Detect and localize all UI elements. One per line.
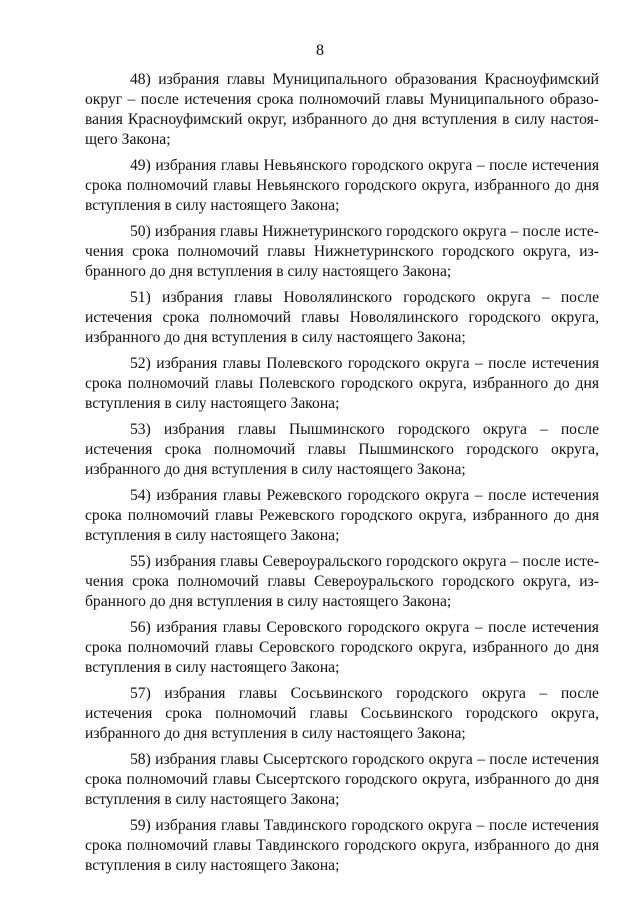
item-text: избрания главы Серовского городского округа – после истечения срока полномочий главы Серовского городского округа, избранного до дня вступления в силу настоящего Закона; xyxy=(85,619,599,676)
list-item xyxy=(85,552,599,612)
list-item xyxy=(85,156,599,216)
list-item xyxy=(85,222,599,282)
list-item xyxy=(85,420,599,480)
item-text: избрания главы Полевского городского округа – после истечения срока полномочий главы Полевского городского округа, избранного до дня вступления в силу настоящего Закона; xyxy=(85,355,599,412)
item-number: 53) xyxy=(130,421,151,438)
document-body xyxy=(85,70,599,882)
item-number: 52) xyxy=(130,355,151,372)
item-text: избрания главы Нижнетуринского городского округа – после истечения срока полномочий главы Нижнетуринского городского округа, избранного до дня вступления в силу настоящего Закона; xyxy=(85,223,599,280)
item-number: 50) xyxy=(130,223,151,240)
item-number: 51) xyxy=(130,289,151,306)
list-item xyxy=(85,354,599,414)
item-number: 56) xyxy=(130,619,151,636)
list-item xyxy=(85,684,599,744)
item-text: избрания главы Режевского городского округа – после истечения срока полномочий главы Режевского городского округа, избранного до дня вступления в силу настоящего Закона; xyxy=(85,487,599,544)
list-item xyxy=(85,486,599,546)
item-number: 49) xyxy=(130,157,151,174)
item-number: 59) xyxy=(130,817,151,834)
item-text: избрания главы Новолялинского городского округа – после истечения срока полномочий главы Новолялинского городского округа, избранного до дня вступления в силу настоящего Закона; xyxy=(85,289,599,346)
page-number: 8 xyxy=(316,42,324,59)
list-item xyxy=(85,70,599,150)
item-number: 48) xyxy=(130,71,151,88)
item-text: избрания главы Сосьвинского городского округа – после истечения срока полномочий главы Сосьвинского городского округа, избранного до дня вступления в силу настоящего Закона; xyxy=(85,685,599,742)
item-text: избрания главы Тавдинского городского округа – после истечения срока полномочий главы Тавдинского городского округа, избранного до дня вступления в силу настоящего Закона; xyxy=(85,817,599,874)
item-number: 57) xyxy=(130,685,151,702)
list-item xyxy=(85,816,599,876)
item-number: 58) xyxy=(130,751,151,768)
list-item xyxy=(85,288,599,348)
item-number: 55) xyxy=(130,553,151,570)
item-text: избрания главы Сысертского городского округа – после истечения срока полномочий главы Сысертского городского округа, избранного до дня вступления в силу настоящего Закона; xyxy=(85,751,599,808)
list-item xyxy=(85,618,599,678)
item-text: избрания главы Пышминского городского округа – после истечения срока полномочий главы Пышминского городского округа, избранного до дня вступления в силу настоящего Закона; xyxy=(85,421,599,478)
list-item xyxy=(85,750,599,810)
item-text: избрания главы Муниципального образования Красноуфимский округ – после истечения срока полномочий главы Муниципального образования Красноуфимский округ, избранного до дня вступления в силу настоящего Закона; xyxy=(85,71,599,148)
item-number: 54) xyxy=(130,487,151,504)
item-text: избрания главы Североуральского городского округа – после истечения срока полномочий главы Североуральского городского округа, избранного до дня вступления в силу настоящего Закона; xyxy=(85,553,600,610)
item-text: избрания главы Невьянского городского округа – после истечения срока полномочий главы Невьянского городского округа, избранного до дня вступления в силу настоящего Закона; xyxy=(85,157,599,214)
